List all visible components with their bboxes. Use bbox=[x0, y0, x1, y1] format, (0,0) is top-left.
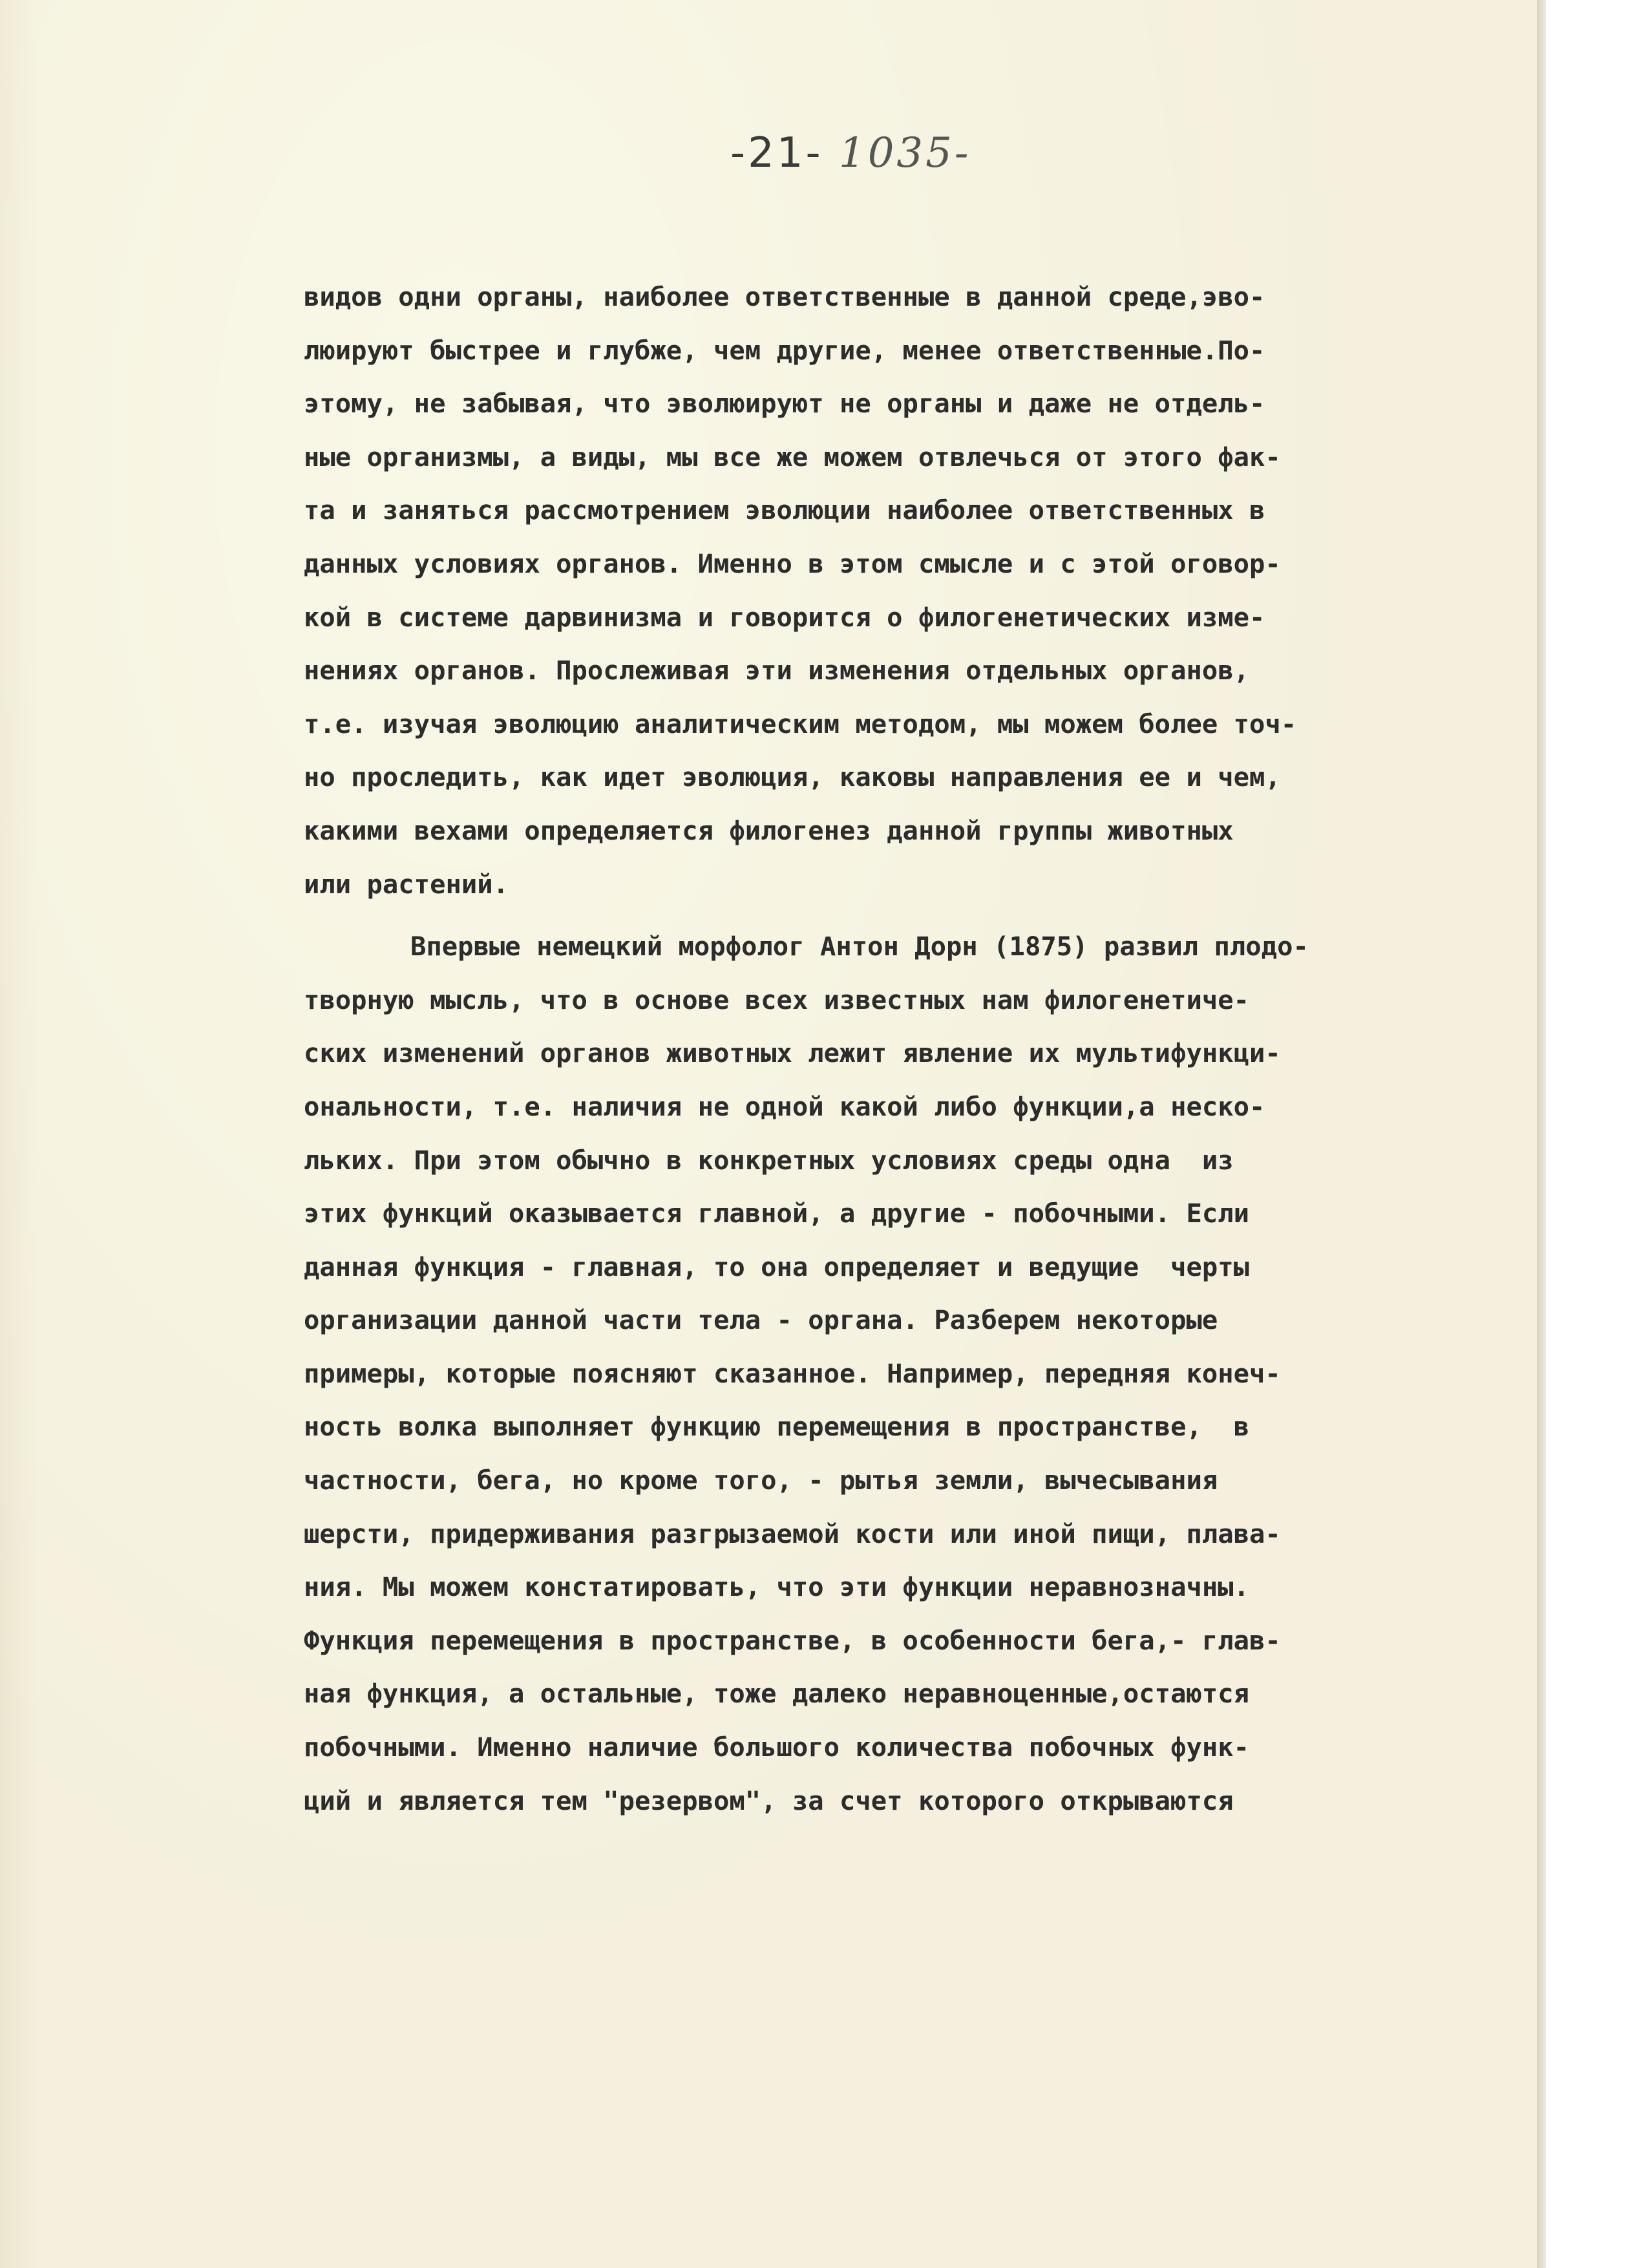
handwritten-page-number: 1035- bbox=[838, 129, 971, 177]
text-line: ния. Мы можем констатировать, что эти функции неравнозначны. bbox=[304, 1571, 1249, 1603]
paragraph-2 bbox=[304, 920, 1564, 1827]
text-line: какими вехами определяется филогенез данной группы животных bbox=[304, 814, 1234, 846]
text-line: та и заняться рассмотрением эволюции наиболее ответственных в bbox=[304, 494, 1265, 526]
typed-page-number: -21- bbox=[730, 129, 823, 177]
text-line: ность волка выполняет функцию перемещения в пространстве, в bbox=[304, 1411, 1249, 1443]
page-number bbox=[730, 129, 971, 177]
text-line: побочными. Именно наличие большого количества побочных функ- bbox=[304, 1732, 1249, 1763]
text-line: нениях органов. Прослеживая эти изменения отдельных органов, bbox=[304, 655, 1249, 686]
typewritten-text bbox=[304, 270, 1564, 1827]
text-line: организации данной части тела - органа. Разберем некоторые bbox=[304, 1304, 1218, 1336]
text-line: кой в системе дарвинизма и говорится о филогенетических изме- bbox=[304, 601, 1265, 633]
text-line: этих функций оказывается главной, а другие - побочными. Если bbox=[304, 1198, 1249, 1229]
text-line: Впервые немецкий морфолог Антон Дорн (1875) развил плодо- bbox=[410, 931, 1309, 962]
text-line: ций и является тем "резервом", за счет которого открываются bbox=[304, 1785, 1234, 1816]
text-line: этому, не забывая, что эволюируют не органы и даже не отдель- bbox=[304, 388, 1265, 419]
text-line: ная функция, а остальные, тоже далеко неравноценные,остаются bbox=[304, 1678, 1249, 1710]
text-line: видов одни органы, наиболее ответственные в данной среде,эво- bbox=[304, 281, 1265, 312]
paragraph-gap bbox=[304, 911, 1564, 920]
text-line: ные организмы, а виды, мы все же можем отвлечься от этого фак- bbox=[304, 441, 1281, 472]
text-line: данных условиях органов. Именно в этом смысле и с этой оговор- bbox=[304, 547, 1281, 579]
text-line: шерсти, придерживания разгрызаемой кости или иной пищи, плава- bbox=[304, 1518, 1281, 1549]
text-line: люируют быстрее и глубже, чем другие, менее ответственные.По- bbox=[304, 334, 1265, 366]
text-line: данная функция - главная, то она определяет и ведущие черты bbox=[304, 1251, 1249, 1282]
text-line: частности, бега, но кроме того, - рытья земли, вычесывания bbox=[304, 1465, 1218, 1496]
text-line: ских изменений органов животных лежит явление их мультифункци- bbox=[304, 1037, 1281, 1069]
text-line: т.е. изучая эволюцию аналитическим методом, мы можем более точ- bbox=[304, 708, 1297, 739]
text-line: примеры, которые поясняют сказанное. Например, передняя конеч- bbox=[304, 1357, 1281, 1389]
paragraph-1 bbox=[304, 270, 1564, 911]
text-line: ональности, т.е. наличия не одной какой либо функции,а неско- bbox=[304, 1090, 1265, 1122]
text-line: творную мысль, что в основе всех известных нам филогенетиче- bbox=[304, 984, 1249, 1015]
text-line: льких. При этом обычно в конкретных условиях среды одна из bbox=[304, 1144, 1234, 1176]
text-line: но проследить, как идет эволюция, каковы направления ее и чем, bbox=[304, 761, 1281, 793]
text-line: Функция перемещения в пространстве, в особенности бега,- глав- bbox=[304, 1624, 1281, 1656]
text-line: или растений. bbox=[304, 868, 509, 900]
